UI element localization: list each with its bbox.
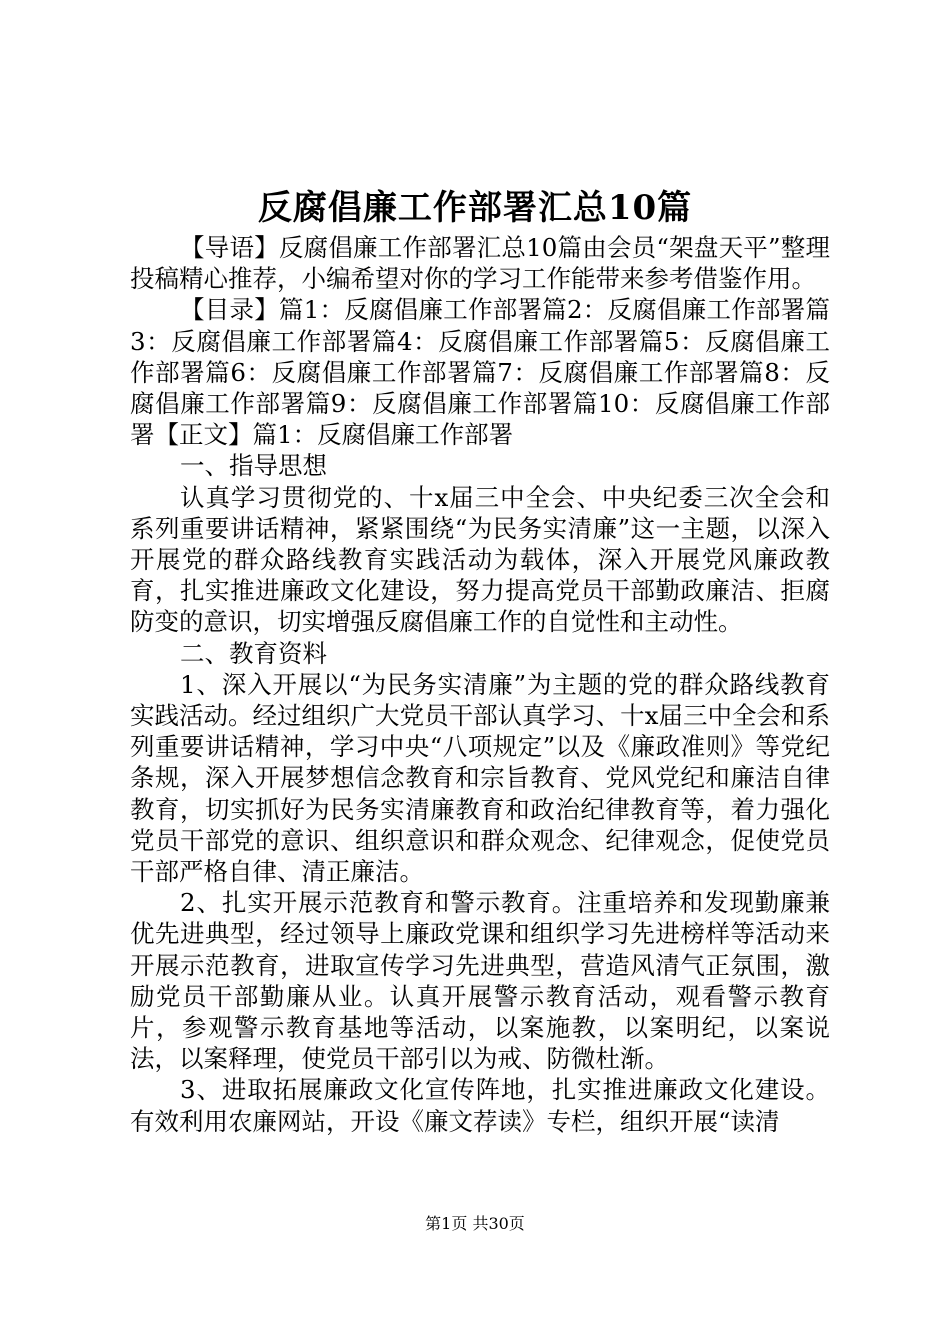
body-paragraph: 认真学习贯彻党的、十x届三中全会、中央纪委三次全会和系列重要讲话精神，紧紧围绕“为民务实清廉”这一主题，以深入开展党的群众路线教育实践活动为载体，深入开展党风廉政教育，扎实推进廉政文化建设，努力提高党员干部勤政廉洁、拒腐防变的意识，切实增强反腐倡廉工作的自觉性和主动性。	[130, 482, 830, 637]
document-title: 反腐倡廉工作部署汇总10篇	[257, 188, 693, 228]
body-paragraph: 3、进取拓展廉政文化宣传阵地，扎实推进廉政文化建设。有效利用农廉网站，开设《廉文荐读》专栏，组织开展“读清	[130, 1075, 830, 1136]
body-paragraph: 1、深入开展以“为民务实清廉”为主题的党的群众路线教育实践活动。经过组织广大党员干部认真学习、十x届三中全会和系列重要讲话精神，学习中央“八项规定”以及《廉政准则》等党纪条规，深入开展梦想信念教育和宗旨教育、党风党纪和廉洁自律教育，切实抓好为民务实清廉教育和政治纪律教育等，着力强化党员干部党的意识、组织意识和群众观念、纪律观念，促使党员干部严格自律、清正廉洁。	[130, 669, 830, 887]
intro-paragraph: 【导语】反腐倡廉工作部署汇总10篇由会员“架盘天平”整理投稿精心推荐，小编希望对你的学习工作能带来参考借鉴作用。	[130, 233, 830, 294]
section-heading: 一、指导思想	[180, 451, 327, 481]
section-heading: 二、教育资料	[180, 638, 327, 668]
toc-paragraph: 【目录】篇1：反腐倡廉工作部署篇2：反腐倡廉工作部署篇3：反腐倡廉工作部署篇4：反腐倡廉工作部署篇5：反腐倡廉工作部署篇6：反腐倡廉工作部署篇7：反腐倡廉工作部署篇8：反腐倡廉工作部署篇9：反腐倡廉工作部署篇10：反腐倡廉工作部署【正文】篇1：反腐倡廉工作部署	[130, 295, 830, 450]
body-paragraph: 2、扎实开展示范教育和警示教育。注重培养和发现勤廉兼优先进典型，经过领导上廉政党课和组织学习先进榜样等活动来开展示范教育，进取宣传学习先进典型，营造风清气正氛围，激励党员干部勤廉从业。认真开展警示教育活动，观看警示教育片，参观警示教育基地等活动，以案施教，以案明纪，以案说法，以案释理，使党员干部引以为戒、防微杜渐。	[130, 888, 830, 1074]
document-body	[130, 232, 830, 1137]
page-footer: 第1页 共30页	[425, 1214, 525, 1233]
